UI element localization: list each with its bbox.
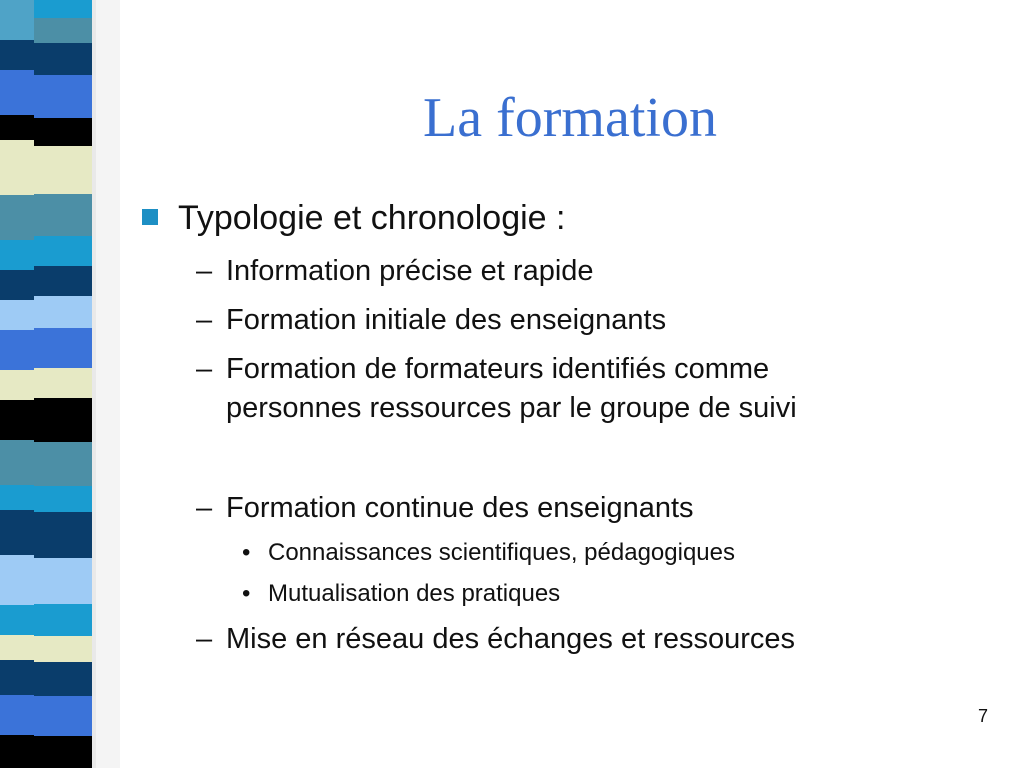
sub-list-item-text: Mutualisation des pratiques — [268, 580, 561, 607]
bullet-level1-text: Typologie et chronologie : — [178, 199, 566, 237]
dot-marker: • — [242, 580, 251, 607]
list-item — [196, 620, 795, 659]
list-item — [196, 489, 694, 528]
list-item-text: Formation de formateurs identifiés comme — [226, 353, 770, 385]
list-item — [196, 301, 666, 340]
list-item — [196, 350, 797, 428]
sub-list-item — [242, 578, 560, 610]
dot-marker: • — [242, 539, 251, 566]
dash-marker: – — [196, 255, 213, 287]
slide-title: La formation — [423, 87, 717, 149]
sub-list-item — [242, 537, 735, 569]
list-item-text: Information précise et rapide — [226, 255, 594, 287]
page-number: 7 — [977, 706, 988, 726]
list-item-text: Mise en réseau des échanges et ressources — [226, 623, 796, 655]
dash-marker: – — [196, 492, 213, 524]
sub-list-item-text: Connaissances scientifiques, pédagogiques — [268, 539, 735, 566]
decorative-strip — [0, 0, 120, 768]
square-bullet-icon — [142, 209, 158, 225]
list-item-text: Formation continue des enseignants — [226, 492, 694, 524]
list-item-text-continued: personnes ressources par le groupe de suivi — [226, 392, 797, 424]
list-item-text: Formation initiale des enseignants — [226, 304, 667, 336]
dash-marker: – — [196, 304, 213, 336]
dash-marker: – — [196, 353, 213, 385]
list-item — [196, 252, 594, 291]
dash-marker: – — [196, 623, 213, 655]
bullet-level1 — [142, 196, 565, 240]
